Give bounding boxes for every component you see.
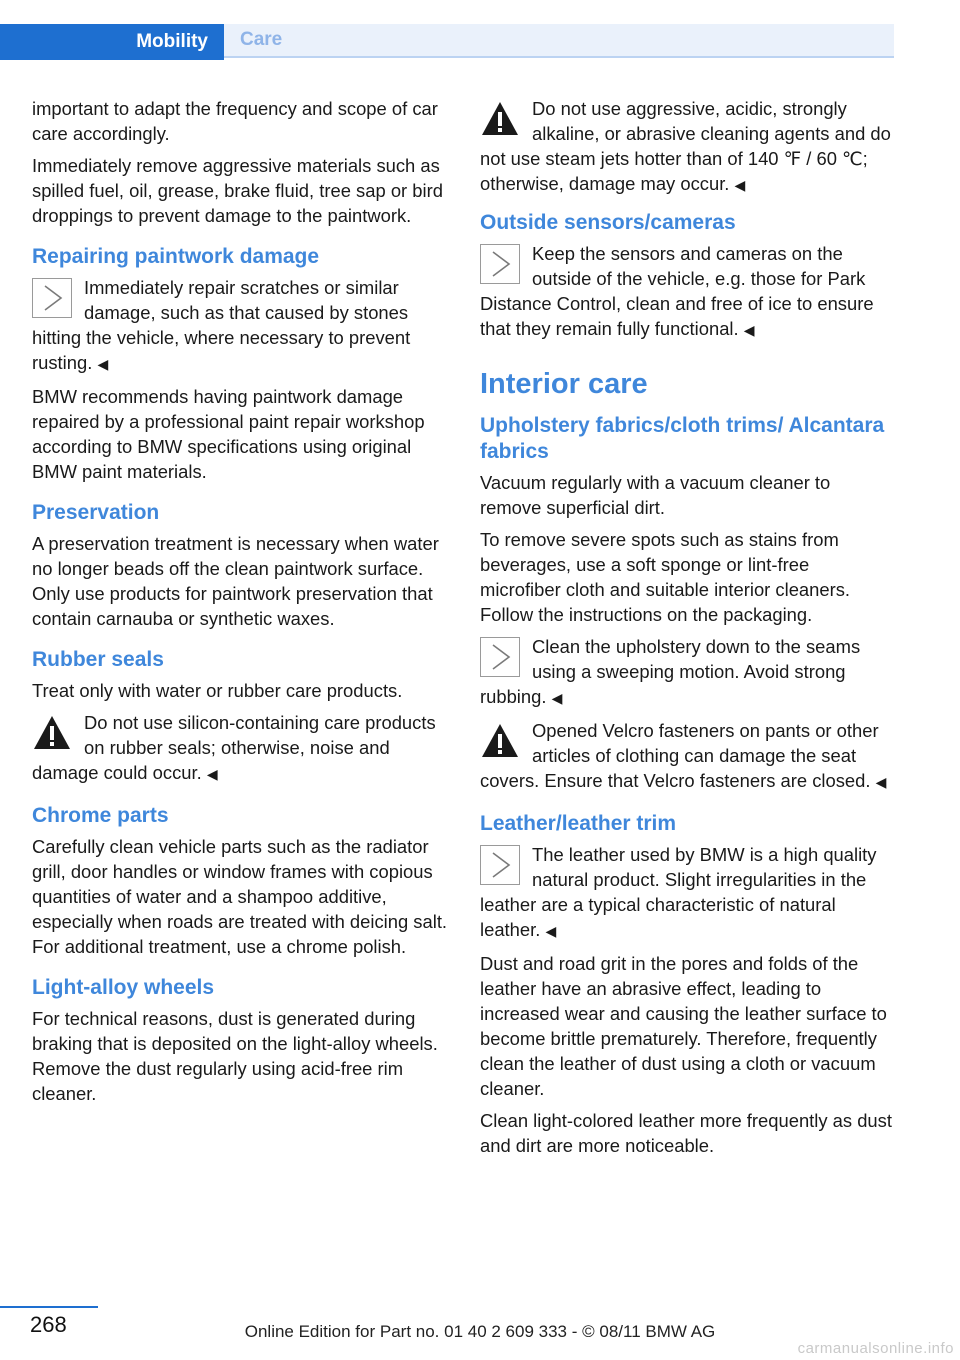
end-mark: ◀: [551, 690, 563, 706]
heading-interior-care: Interior care: [480, 368, 648, 400]
warning-icon: [480, 721, 520, 761]
paragraph-preservation: A preservation treatment is necessary when water no longer beads off the clean paintwork surface. Only use products for paintwork preservation that contain carnauba or synthetic waxes.: [32, 533, 439, 629]
note-leather-text: The leather used by BMW is a high quality natural product. Slight irregularities in the leather are a typical characteristic of natural leather.: [480, 844, 877, 940]
paragraph-chrome-parts: Carefully clean vehicle parts such as the radiator grill, door handles or window frames with copious quantities of water and a shampoo additive, especially when roads are treated with deicing salt. For additional treatment, use a chrome polish.: [32, 836, 448, 957]
tab-mobility[interactable]: Mobility: [0, 24, 224, 60]
header-tabs: [0, 24, 894, 60]
edition-note: Online Edition for Part no. 01 40 2 609 333 - © 08/11 BMW AG: [244, 1322, 716, 1341]
note-seams: [480, 634, 892, 711]
heading-outside-sensors: Outside sensors/cameras: [480, 211, 736, 234]
paragraph-vacuum: Vacuum regularly with a vacuum cleaner to remove superficial dirt.: [480, 472, 831, 518]
watermark: carmanualsonline.info: [797, 1340, 954, 1357]
paragraph-adapt-frequency: important to adapt the frequency and scope of car care accordingly.: [32, 98, 438, 144]
end-mark: ◀: [875, 774, 887, 790]
heading-preservation: Preservation: [32, 501, 160, 524]
right-column: [480, 96, 892, 1165]
paragraph-bmw-recommends: BMW recommends having paintwork damage repaired by a professional paint repair workshop according to BMW specifications using original BMW paint materials.: [32, 386, 425, 482]
note-arrow-icon: [480, 637, 520, 677]
end-mark: ◀: [545, 923, 557, 939]
warning-icon: [32, 713, 72, 753]
tab-care[interactable]: Care: [224, 24, 894, 58]
note-sensors: [480, 241, 892, 343]
footer-rule: [0, 1306, 98, 1308]
note-rubber: [32, 710, 450, 787]
note-seams-text: Clean the upholstery down to the seams using a sweeping motion. Avoid strong rubbing.: [480, 636, 861, 707]
heading-rubber-seals: Rubber seals: [32, 648, 164, 671]
note-velcro: [480, 718, 892, 795]
warning-icon: [480, 99, 520, 139]
heading-chrome-parts: Chrome parts: [32, 804, 169, 827]
end-mark: ◀: [743, 322, 755, 338]
note-wheels-cleaning: [480, 96, 892, 198]
paragraph-remove-aggressive: Immediately remove aggressive materials such as spilled fuel, oil, grease, brake fluid, tree sap or bird droppings to prevent damage to the paintwork.: [32, 155, 443, 226]
note-rubber-text: Do not use silicon-containing care products on rubber seals; otherwise, noise and damage could occur.: [32, 712, 436, 783]
note-arrow-icon: [32, 278, 72, 318]
left-column: [32, 96, 450, 1113]
note-repair-text: Immediately repair scratches or similar damage, such as that caused by stones hitting the vehicle, where necessary to prevent rusting.: [32, 277, 411, 373]
note-leather: [480, 842, 892, 944]
end-mark: ◀: [206, 766, 218, 782]
heading-repairing-paintwork: Repairing paintwork damage: [32, 245, 320, 268]
note-repair: [32, 275, 450, 377]
end-mark: ◀: [97, 356, 109, 372]
end-mark: ◀: [734, 177, 746, 193]
heading-light-alloy-wheels: Light-alloy wheels: [32, 976, 215, 999]
note-sensors-text: Keep the sensors and cameras on the outside of the vehicle, e.g. those for Park Distance Control, clean and free of ice to ensure that they remain fully functional.: [480, 243, 874, 339]
paragraph-light-alloy-wheels: For technical reasons, dust is generated during braking that is deposited on the light-alloy wheels. Remove the dust regularly using acid-free rim cleaner.: [32, 1008, 438, 1104]
page-number: 268: [30, 1312, 67, 1337]
paragraph-leather-dust: Dust and road grit in the pores and folds of the leather have an abrasive effect, leading to increased wear and causing the leather surface to become brittle prematurely. Therefore, frequently clean the leather of dust using a cloth or vacuum cleaner.: [480, 953, 887, 1099]
paragraph-rubber-seals: Treat only with water or rubber care products.: [32, 680, 403, 701]
heading-leather-trim: Leather/leather trim: [480, 812, 677, 835]
note-arrow-icon: [480, 845, 520, 885]
note-wheels-text: Do not use aggressive, acidic, strongly alkaline, or abrasive cleaning agents and do not use steam jets hotter than of 140 ℉ / 60 ℃; otherwise, damage may occur.: [480, 98, 891, 194]
paragraph-stains: To remove severe spots such as stains from beverages, use a soft sponge or lint-free microfiber cloth and suitable interior cleaners. Follow the instructions on the packaging.: [480, 529, 851, 625]
paragraph-light-leather: Clean light-colored leather more frequently as dust and dirt are more noticeable.: [480, 1110, 892, 1156]
heading-upholstery-fabrics: Upholstery fabrics/cloth trims/ Alcantara fabrics: [480, 414, 885, 463]
note-velcro-text: Opened Velcro fasteners on pants or other articles of clothing can damage the seat covers. Ensure that Velcro fasteners are closed.: [480, 720, 879, 791]
note-arrow-icon: [480, 244, 520, 284]
